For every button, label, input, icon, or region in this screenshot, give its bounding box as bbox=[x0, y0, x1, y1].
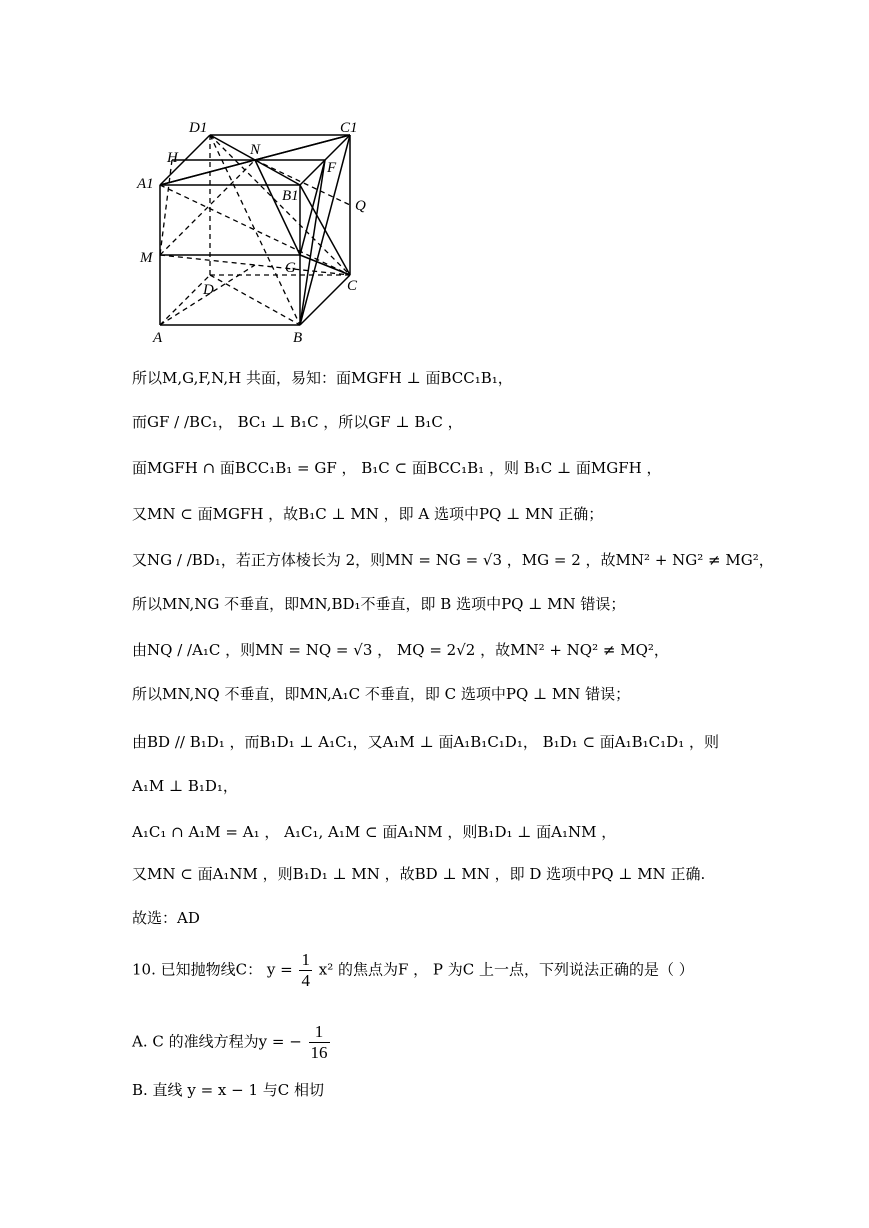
segment-D1-N bbox=[210, 135, 255, 160]
solution-line-12: 又MN ⊂ 面A₁NM ，则B₁D₁ ⊥ MN ，故BD ⊥ MN ，即 D 选项中PQ ⊥ MN 正确. bbox=[132, 865, 706, 883]
solution-line-7: 由NQ / /A₁C ，则MN = NQ = √3 ， MQ = 2√2 ，故MN² + NQ² ≠ MQ²， bbox=[132, 641, 669, 659]
option-a-frac-den: 16 bbox=[310, 1043, 328, 1062]
question-10-frac-num: 1 bbox=[301, 950, 310, 969]
question-10 bbox=[132, 950, 694, 991]
label-A1: A1 bbox=[137, 176, 154, 192]
label-G: G bbox=[285, 260, 296, 276]
cube-diagram bbox=[125, 110, 385, 350]
solution-line-6: 所以MN,NG 不垂直，即MN,BD₁不垂直，即 B 选项中PQ ⊥ MN 错误； bbox=[132, 595, 626, 613]
solution-line-9: 由BD // B₁D₁ ，而B₁D₁ ⊥ A₁C₁，又A₁M ⊥ 面A₁B₁C₁D₁， B₁D₁ ⊂ 面A₁B₁C₁D₁ ，则 bbox=[132, 733, 719, 751]
label-A: A bbox=[153, 330, 163, 346]
solution-line-2: 而GF / /BC₁， BC₁ ⊥ B₁C ，所以GF ⊥ B₁C ， bbox=[132, 413, 463, 431]
option-a-prefix: A. C 的准线方程为y = − bbox=[132, 1032, 302, 1051]
solution-line-10: A₁M ⊥ B₁D₁， bbox=[132, 777, 238, 795]
question-10-prefix: 10. 已知抛物线C： y = bbox=[132, 960, 293, 979]
label-F: F bbox=[327, 160, 337, 176]
solution-line-1: 所以M,G,F,N,H 共面，易知：面MGFH ⊥ 面BCC₁B₁， bbox=[132, 369, 513, 387]
label-H: H bbox=[167, 150, 178, 166]
option-a-frac-num: 1 bbox=[309, 1022, 330, 1043]
label-C1: C1 bbox=[340, 120, 358, 136]
label-N: N bbox=[250, 142, 261, 158]
segment-A1-C bbox=[160, 185, 350, 275]
label-M: M bbox=[140, 250, 153, 266]
solution-line-11: A₁C₁ ∩ A₁M = A₁ ， A₁C₁, A₁M ⊂ 面A₁NM ，则B₁D₁ ⊥ 面A₁NM ， bbox=[132, 823, 617, 841]
label-B: B bbox=[293, 330, 303, 346]
question-10-suffix: x² 的焦点为F ， P 为C 上一点，下列说法正确的是（ ） bbox=[318, 960, 694, 979]
option-b: B. 直线 y = x − 1 与C 相切 bbox=[132, 1081, 325, 1099]
edge-B-C bbox=[300, 275, 350, 325]
segment-D-B bbox=[210, 275, 300, 325]
solution-line-3: 面MGFH ∩ 面BCC₁B₁ = GF ， B₁C ⊂ 面BCC₁B₁ ，则 B₁C ⊥ 面MGFH ， bbox=[132, 459, 662, 477]
option-a-fraction bbox=[309, 1022, 330, 1063]
question-10-frac-den: 4 bbox=[301, 971, 310, 990]
label-Q: Q bbox=[355, 198, 366, 214]
solution-line-5: 又NG / /BD₁，若正方体棱长为 2，则MN = NG = √3 ，MG = 2 ，故MN² + NG² ≠ MG²， bbox=[132, 551, 774, 569]
label-D1: D1 bbox=[189, 120, 208, 136]
option-a bbox=[132, 1022, 332, 1063]
label-C: C bbox=[347, 278, 358, 294]
solution-line-8: 所以MN,NQ 不垂直，即MN,A₁C 不垂直，即 C 选项中PQ ⊥ MN 错误； bbox=[132, 685, 631, 703]
solution-line-4: 又MN ⊂ 面MGFH ，故B₁C ⊥ MN ，即 A 选项中PQ ⊥ MN 正确； bbox=[132, 505, 604, 523]
cube-figure bbox=[125, 110, 385, 350]
question-10-fraction bbox=[299, 950, 312, 991]
segment-M-N bbox=[160, 160, 255, 255]
label-B1: B1 bbox=[282, 188, 299, 204]
answer-line: 故选：AD bbox=[132, 909, 200, 927]
label-D: D bbox=[203, 282, 214, 298]
segment-D1-B bbox=[210, 135, 300, 325]
